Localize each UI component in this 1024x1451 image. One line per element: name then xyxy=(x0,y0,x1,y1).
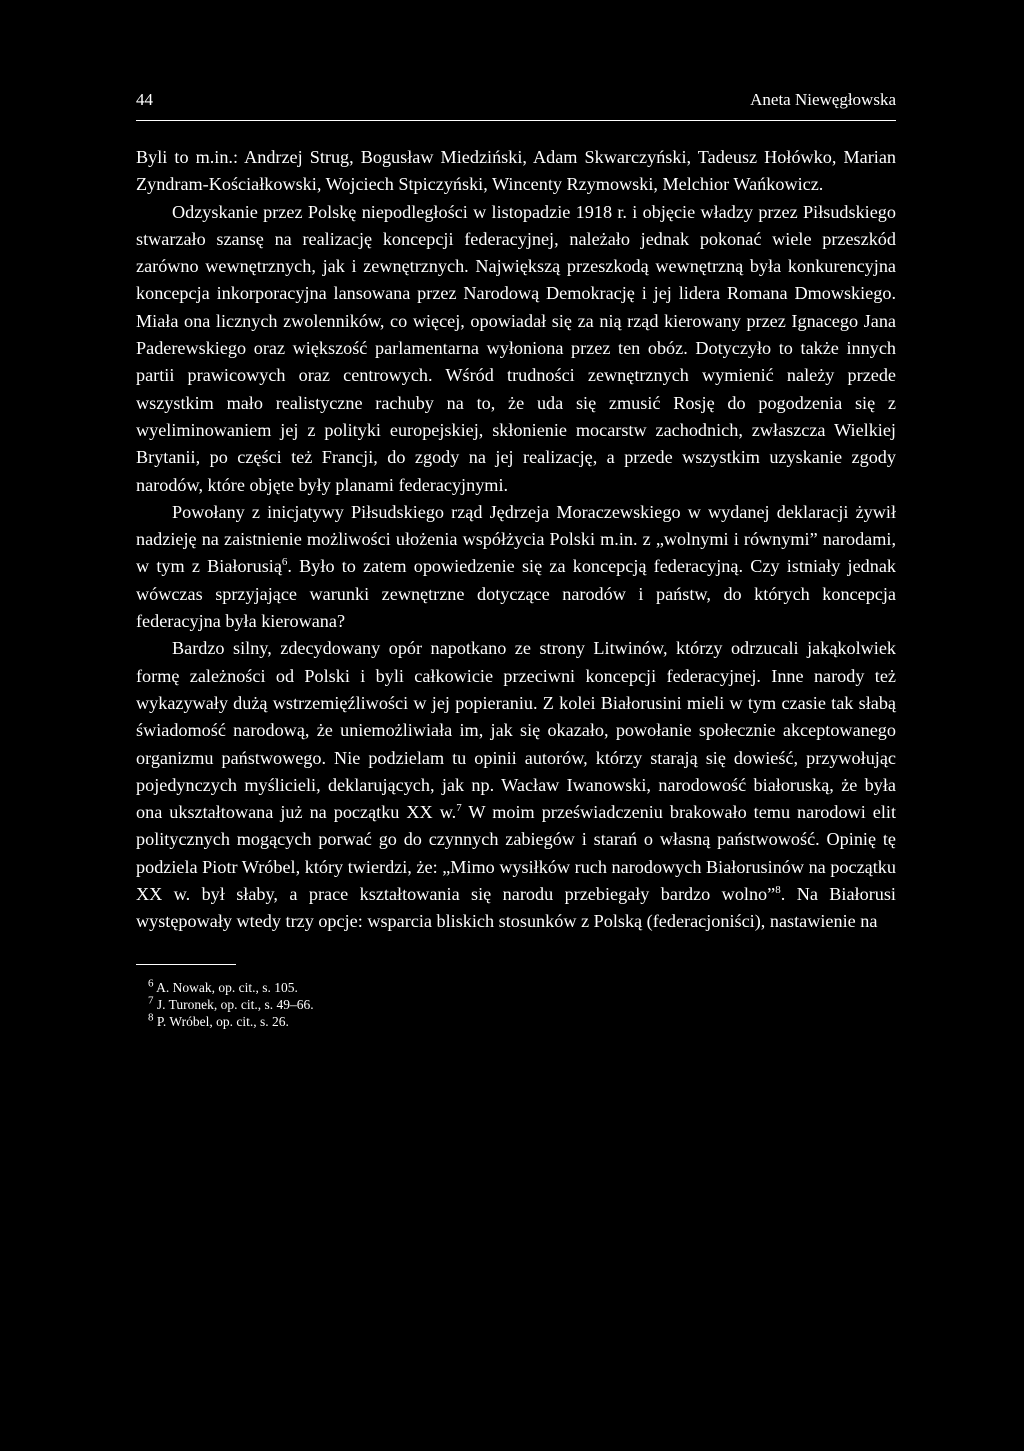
footnote-ref: 8 xyxy=(775,883,781,896)
text-segment: Powołany z inicjatywy Piłsudskiego rząd Jędrzeja Moraczewskiego w wydanej deklaracji żywił nadzieję na zaistnienie możliwości ułożenia współżycia Polski m.in. z „wolnymi i równymi” narodami, w tym z Białorusią xyxy=(136,501,896,577)
text-segment: . Na Białorusi występowały wtedy trzy opcje: wsparcia bliskich stosunków z Polską (federacjoniści), nastawienie na xyxy=(136,884,896,932)
footnote-number: 6 xyxy=(148,977,154,990)
paragraph xyxy=(136,144,896,199)
footnote-ref: 7 xyxy=(456,802,462,815)
paragraph xyxy=(136,635,896,935)
page-number: 44 xyxy=(136,90,153,109)
footnote xyxy=(148,996,896,1013)
footnote-text: P. Wróbel, op. cit., s. 26. xyxy=(153,1013,289,1029)
footnote xyxy=(148,1013,896,1030)
footnote-rule xyxy=(136,964,236,965)
paragraph xyxy=(136,199,896,499)
footnote-number: 7 xyxy=(148,994,154,1007)
page-header xyxy=(136,86,896,120)
footnote-text: J. Turonek, op. cit., s. 49–66. xyxy=(153,996,314,1012)
paragraph xyxy=(136,499,896,635)
footnote xyxy=(148,979,896,996)
text-segment: Byli to m.in.: Andrzej Strug, Bogusław Miedziński, Adam Skwarczyński, Tadeusz Hołówko, Marian Zyndram-Kościałkowski, Wojciech Stpiczyński, Wincenty Rzymowski, Melchior Wańkowicz. xyxy=(136,147,896,195)
body-text xyxy=(136,144,896,936)
header-rule xyxy=(136,120,896,121)
running-head: Aneta Niewęgłowska xyxy=(750,90,896,109)
page xyxy=(136,86,896,1030)
footnote-number: 8 xyxy=(148,1011,154,1024)
footnote-text: A. Nowak, op. cit., s. 105. xyxy=(153,979,298,995)
text-segment: Bardzo silny, zdecydowany opór napotkano ze strony Litwinów, którzy odrzucali jakąkolwiek formę zależności od Polski i byli całkowicie przeciwni koncepcji federacyjnej. Inne narody też wykazywały dużą wstrzemięźliwości w jej popieraniu. Z kolei Białorusini mieli w tym czasie tak słabą świadomość narodową, że uniemożliwiała im, jak się okazało, powołanie społecznie akceptowanego organizmu państwowego. Nie podzielam tu opinii autorów, którzy starają się dowieść, przywołując pojedynczych myślicieli, deklarujących, jak np. Wacław Iwanowski, narodowość białoruską, że była ona ukształtowana już na początku XX w. xyxy=(136,638,896,823)
text-segment: Odzyskanie przez Polskę niepodległości w listopadzie 1918 r. i objęcie władzy przez Piłsudskiego stwarzało szansę na realizację koncepcji federacyjnej, należało jednak pokonać wiele przeszkód zarówno wewnętrznych, jak i zewnętrznych. Największą przeszkodą wewnętrzną była konkurencyjna koncepcja inkorporacyjna lansowana przez Narodową Demokrację i jej lidera Romana Dmowskiego. Miała ona licznych zwolenników, co więcej, opowiadał się za nią rząd kierowany przez Ignacego Jana Paderewskiego oraz większość parlamentarna wyłoniona przez ten obóz. Dotyczyło to także innych partii prawicowych oraz centrowych. Wśród trudności zewnętrznych wymienić należy przede wszystkim mało realistyczne rachuby na to, że uda się zmusić Rosję do pogodzenia się z wyeliminowaniem jej z polityki europejskiej, skłonienie mocarstw zachodnich, zwłaszcza Wielkiej Brytanii, po części też Francji, do zgody na jej realizację, a przede wszystkim uzyskanie zgody narodów, które objęte były planami federacyjnymi. xyxy=(136,201,896,495)
footnote-ref: 6 xyxy=(281,556,288,569)
footnotes xyxy=(136,979,896,1030)
text-segment: W moim przeświadczeniu brakowało temu narodowi elit politycznych mogących porwać go do czynnych zabiegów i starań o własną państwowość. Opinię tę podziela Piotr Wróbel, który twierdzi, że: „Mimo wysiłków ruch narodowych Białorusinów na początku XX w. był słaby, a prace kształtowania się narodu przebiegały bardzo wolno” xyxy=(136,802,896,905)
text-segment: . Było to zatem opowiedzenie się za koncepcją federacyjną. Czy istniały jednak wówczas sprzyjające warunki zewnętrzne dotyczące narodów i państw, do których koncepcja federacyjna była kierowana? xyxy=(136,556,896,632)
